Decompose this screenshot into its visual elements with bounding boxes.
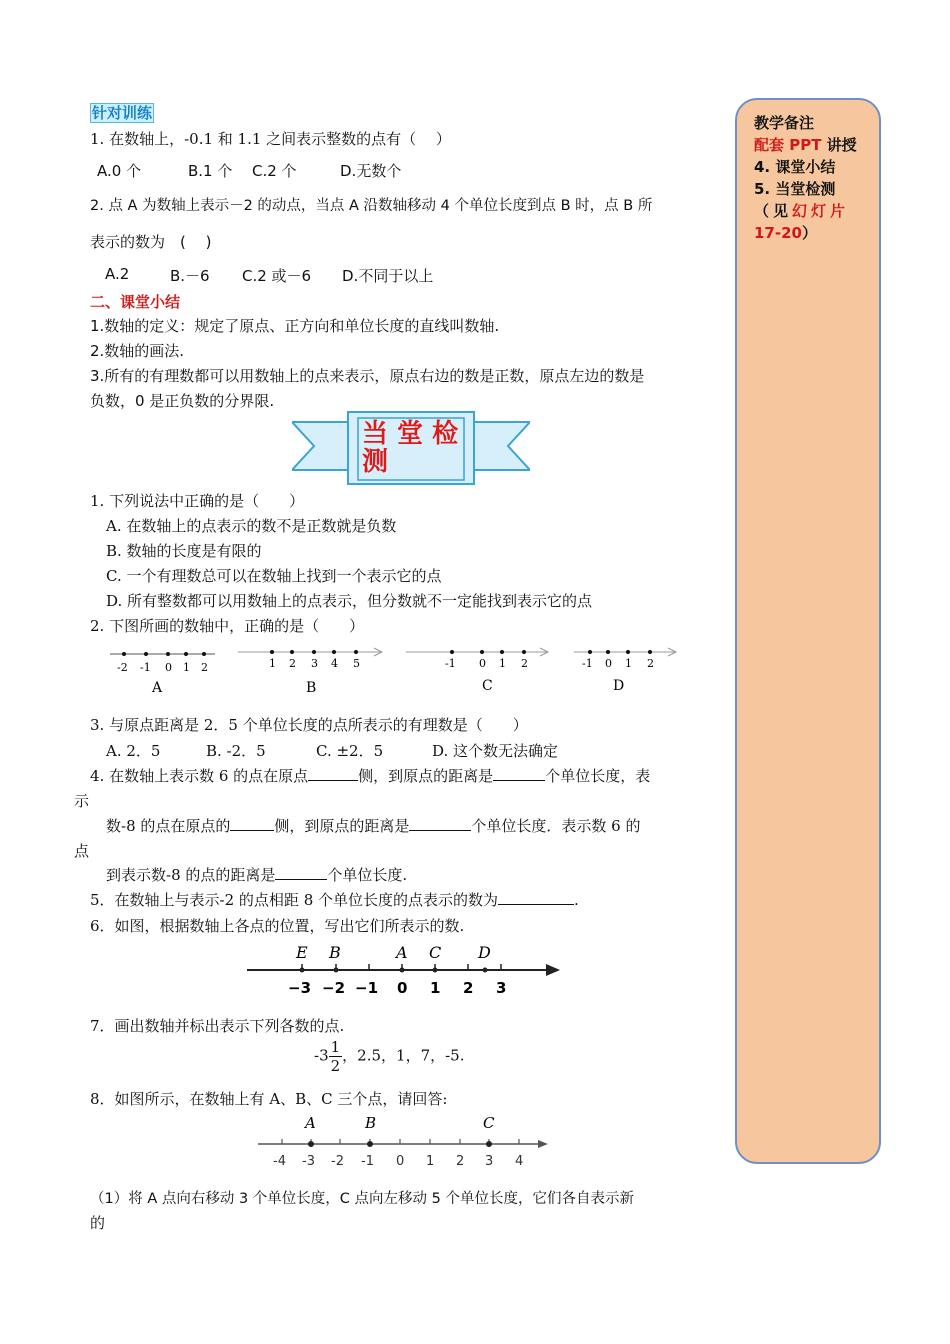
q4-text-a: 4. 在数轴上表示数 6 的点在原点 <box>90 767 309 785</box>
test-q8: 8．如图所示，在数轴上有 A、B、C 三个点，请回答: <box>90 1090 448 1108</box>
q7-numbers <box>314 1038 465 1075</box>
axis-a-tick: 2 <box>201 661 208 674</box>
axis-b-dot <box>290 650 294 654</box>
test-q1-opt-c: C. 一个有理数总可以在数轴上找到一个表示它的点 <box>106 567 442 585</box>
q6-tick-label: −2 <box>322 979 346 997</box>
test-q3-opt-c: C. ±2．5 <box>316 742 384 760</box>
axis-d-tick: 1 <box>625 657 632 670</box>
notes-see: （见 <box>754 202 793 220</box>
test-q4-wrap1: 示 <box>74 792 90 810</box>
q7-fraction <box>329 1038 343 1075</box>
q6-tick-label: 2 <box>463 979 474 997</box>
summary-p3-line1: 3.所有的有理数都可以用数轴上的点来表示，原点右边的数是正数，原点左边的数是 <box>90 367 645 385</box>
q8-label-b: B <box>365 1114 377 1132</box>
axis-b-tick: 1 <box>269 657 276 670</box>
test-q1-opt-b: B. 数轴的长度是有限的 <box>106 542 262 560</box>
notes-item-5: 5. 当堂检测 <box>754 180 836 198</box>
q8-tick-label: -3 <box>302 1154 315 1169</box>
q8-number-line <box>256 1110 552 1172</box>
banner-right-tail <box>466 422 530 470</box>
axis-a-dot <box>202 652 206 656</box>
q8-tick-label: -2 <box>331 1154 344 1169</box>
axis-b-dot <box>354 650 358 654</box>
q8-tick-label: -1 <box>361 1154 374 1169</box>
q5-blank[interactable] <box>498 890 574 905</box>
axis-a-dot <box>122 652 126 656</box>
q7-rest: ，2.5，1，7，-5. <box>342 1046 465 1065</box>
drill-tag: 针对训练 <box>92 104 153 122</box>
q4-text-j: 个单位长度. <box>327 866 408 884</box>
axis-c-tick: -1 <box>445 657 456 670</box>
drill-q1-opt-a: A.0 个 <box>97 162 142 180</box>
q6-tick-label: −3 <box>288 979 312 997</box>
q7-denominator: 2 <box>330 1057 341 1075</box>
test-q4-line2 <box>106 815 641 836</box>
axis-b-dot <box>332 650 336 654</box>
drill-q2-line1: 2. 点 A 为数轴上表示－2 的动点，当点 A 沿数轴移动 4 个单位长度到点 B 时，点 B 所 <box>90 198 653 214</box>
q8-label-c: C <box>483 1114 495 1132</box>
q8-point-c <box>486 1141 492 1147</box>
axis-c-dot <box>500 650 504 654</box>
q4-text-f: 侧，到原点的距离是 <box>274 817 410 835</box>
q8-tick-label: 4 <box>515 1154 524 1169</box>
q6-label-c: C <box>429 943 442 962</box>
q6-arrow <box>546 964 560 976</box>
q4-blank-5[interactable] <box>275 865 327 880</box>
notes-teach: 讲授 <box>821 136 857 154</box>
test-q8-1-line1: （1）将 A 点向右移动 3 个单位长度，C 点向左移动 5 个单位长度，它们各自表示新 <box>90 1191 634 1207</box>
axis-d-dot <box>606 650 610 654</box>
axis-b-tick: 5 <box>353 657 360 670</box>
axis-c-tick: 1 <box>499 657 506 670</box>
summary-p2: 2.数轴的画法. <box>90 342 185 360</box>
axis-b-dot <box>270 650 274 654</box>
q4-blank-2[interactable] <box>493 766 545 781</box>
axis-a-label: A <box>152 680 163 696</box>
q4-text-g: 个单位长度．表示数 6 的 <box>471 817 641 835</box>
test-q4-wrap2: 点 <box>74 842 90 860</box>
q6-point-c <box>433 968 438 973</box>
notes-close: ） <box>801 224 817 242</box>
axis-b-tick: 4 <box>331 657 338 670</box>
q2-axes-figure <box>100 640 700 700</box>
q6-tick-label: 3 <box>496 979 507 997</box>
summary-p3-line2: 负数，0 是正负数的分界限. <box>90 392 275 410</box>
q6-tick-label: 0 <box>397 979 408 997</box>
axis-c-tick: 2 <box>521 657 528 670</box>
q7-numerator: 1 <box>330 1038 341 1056</box>
test-q3-opt-a: A. 2．5 <box>106 742 161 760</box>
teaching-notes-panel <box>735 98 881 1164</box>
q6-tick-label: −1 <box>355 979 379 997</box>
axis-a-tick: 0 <box>165 661 172 674</box>
banner-title <box>362 420 458 476</box>
axis-b-dot <box>312 650 316 654</box>
banner-line1: 当 堂 检 <box>362 419 459 449</box>
q6-point-a <box>400 968 405 973</box>
q4-text-e: 数-8 的点在原点的 <box>106 817 231 835</box>
test-q5 <box>90 889 579 910</box>
q6-label-b: B <box>329 943 341 962</box>
axis-c-label: C <box>482 678 493 694</box>
summary-heading: 二、课堂小结 <box>90 293 181 311</box>
q4-text-b: 侧，到原点的距离是 <box>358 767 494 785</box>
test-q1-opt-d: D. 所有整数都可以用数轴上的点表示，但分数就不一定能找到表示它的点 <box>106 592 593 610</box>
axis-a-dot <box>184 652 188 656</box>
q8-point-b <box>367 1141 373 1147</box>
q8-tick-label: 3 <box>485 1154 494 1169</box>
q4-blank-1[interactable] <box>308 766 358 781</box>
q4-blank-3[interactable] <box>230 816 274 831</box>
q4-text-c: 个单位长度，表 <box>545 767 651 785</box>
test-q1: 1. 下列说法中正确的是（ ） <box>90 492 305 510</box>
q6-label-e: E <box>296 943 308 962</box>
q8-point-a <box>308 1141 314 1147</box>
test-q3: 3. 与原点距离是 2．5 个单位长度的点所表示的有理数是（ ） <box>90 716 528 734</box>
test-q6: 6．如图，根据数轴上各点的位置，写出它们所表示的数. <box>90 917 465 935</box>
q8-tick-label: -4 <box>273 1154 286 1169</box>
drill-q2-opt-a: A.2 <box>105 265 130 283</box>
axis-d-label: D <box>613 678 625 694</box>
summary-p1: 1.数轴的定义：规定了原点、正方向和单位长度的直线叫数轴. <box>90 317 500 335</box>
q5-period: . <box>574 891 579 909</box>
test-q8-1-line2: 的 <box>90 1214 106 1232</box>
drill-q1-opt-c: C.2 个 <box>252 162 297 180</box>
teaching-notes-text <box>754 112 864 244</box>
axis-d-dot <box>588 650 592 654</box>
axis-a-tick: -2 <box>117 661 128 674</box>
q6-point-d <box>483 968 488 973</box>
test-q3-opt-d: D. 这个数无法确定 <box>432 742 559 760</box>
q6-tick-label: 1 <box>430 979 441 997</box>
q6-point-b <box>334 968 339 973</box>
q6-point-e <box>300 968 305 973</box>
axis-b-tick: 3 <box>311 657 318 670</box>
banner-left-tail <box>292 422 356 470</box>
q4-text-i: 到表示数-8 的点的距离是 <box>106 866 276 884</box>
test-q4-line3 <box>106 864 407 885</box>
q7-whole: -3 <box>314 1046 329 1065</box>
drill-q2-opt-c: C.2 或－6 <box>242 267 312 285</box>
notes-item-4: 4. 课堂小结 <box>754 158 836 176</box>
notes-slides: 幻灯片 <box>792 202 850 220</box>
q6-label-a: A <box>396 943 408 962</box>
axis-d-tick: 0 <box>605 657 612 670</box>
axis-c-dot <box>480 650 484 654</box>
axis-b-tick: 2 <box>289 657 296 670</box>
q8-tick-label: 2 <box>456 1154 465 1169</box>
axis-a-tick: -1 <box>140 661 151 674</box>
test-q7: 7．画出数轴并标出表示下列各数的点. <box>90 1017 345 1035</box>
axis-b-label: B <box>306 680 317 696</box>
drill-q2-line2: 表示的数为 ( ) <box>90 233 212 251</box>
axis-a-dot <box>144 652 148 656</box>
q8-arrow <box>538 1140 548 1148</box>
axis-c-tick: 0 <box>479 657 486 670</box>
axis-c-dot <box>522 650 526 654</box>
drill-q1: 1. 在数轴上，-0.1 和 1.1 之间表示整数的点有（ ） <box>90 130 451 148</box>
q8-label-a: A <box>305 1114 316 1132</box>
q8-tick-label: 1 <box>426 1154 435 1169</box>
banner-line2: 测 <box>362 447 389 477</box>
axis-d-tick: -1 <box>582 657 593 670</box>
notes-slide-range: 17-20 <box>754 224 802 242</box>
drill-q2-opt-b: B.－6 <box>170 267 210 285</box>
q6-number-line <box>244 940 569 998</box>
test-q2: 2. 下图所画的数轴中，正确的是（ ） <box>90 617 365 635</box>
q4-blank-4[interactable] <box>409 816 471 831</box>
test-q4-line1 <box>90 765 650 786</box>
drill-q1-opt-d: D.无数个 <box>340 162 402 180</box>
q5-text: 5．在数轴上与表示-2 的点相距 8 个单位长度的点表示的数为 <box>90 891 499 909</box>
q6-label-d: D <box>478 943 491 962</box>
q8-tick-label: 0 <box>396 1154 405 1169</box>
notes-title: 教学备注 <box>754 114 815 132</box>
axis-d-dot <box>626 650 630 654</box>
axis-d-tick: 2 <box>647 657 654 670</box>
axis-d-dot <box>648 650 652 654</box>
axis-a-tick: 1 <box>183 661 190 674</box>
test-q3-opt-b: B. -2．5 <box>206 742 266 760</box>
axis-a-dot <box>166 652 170 656</box>
test-q1-opt-a: A. 在数轴上的点表示的数不是正数就是负数 <box>106 517 397 535</box>
drill-q2-opt-d: D.不同于以上 <box>342 267 434 285</box>
axis-c-dot <box>450 650 454 654</box>
drill-q1-opt-b: B.1 个 <box>188 162 233 180</box>
notes-ppt: 配套 PPT <box>754 136 822 154</box>
